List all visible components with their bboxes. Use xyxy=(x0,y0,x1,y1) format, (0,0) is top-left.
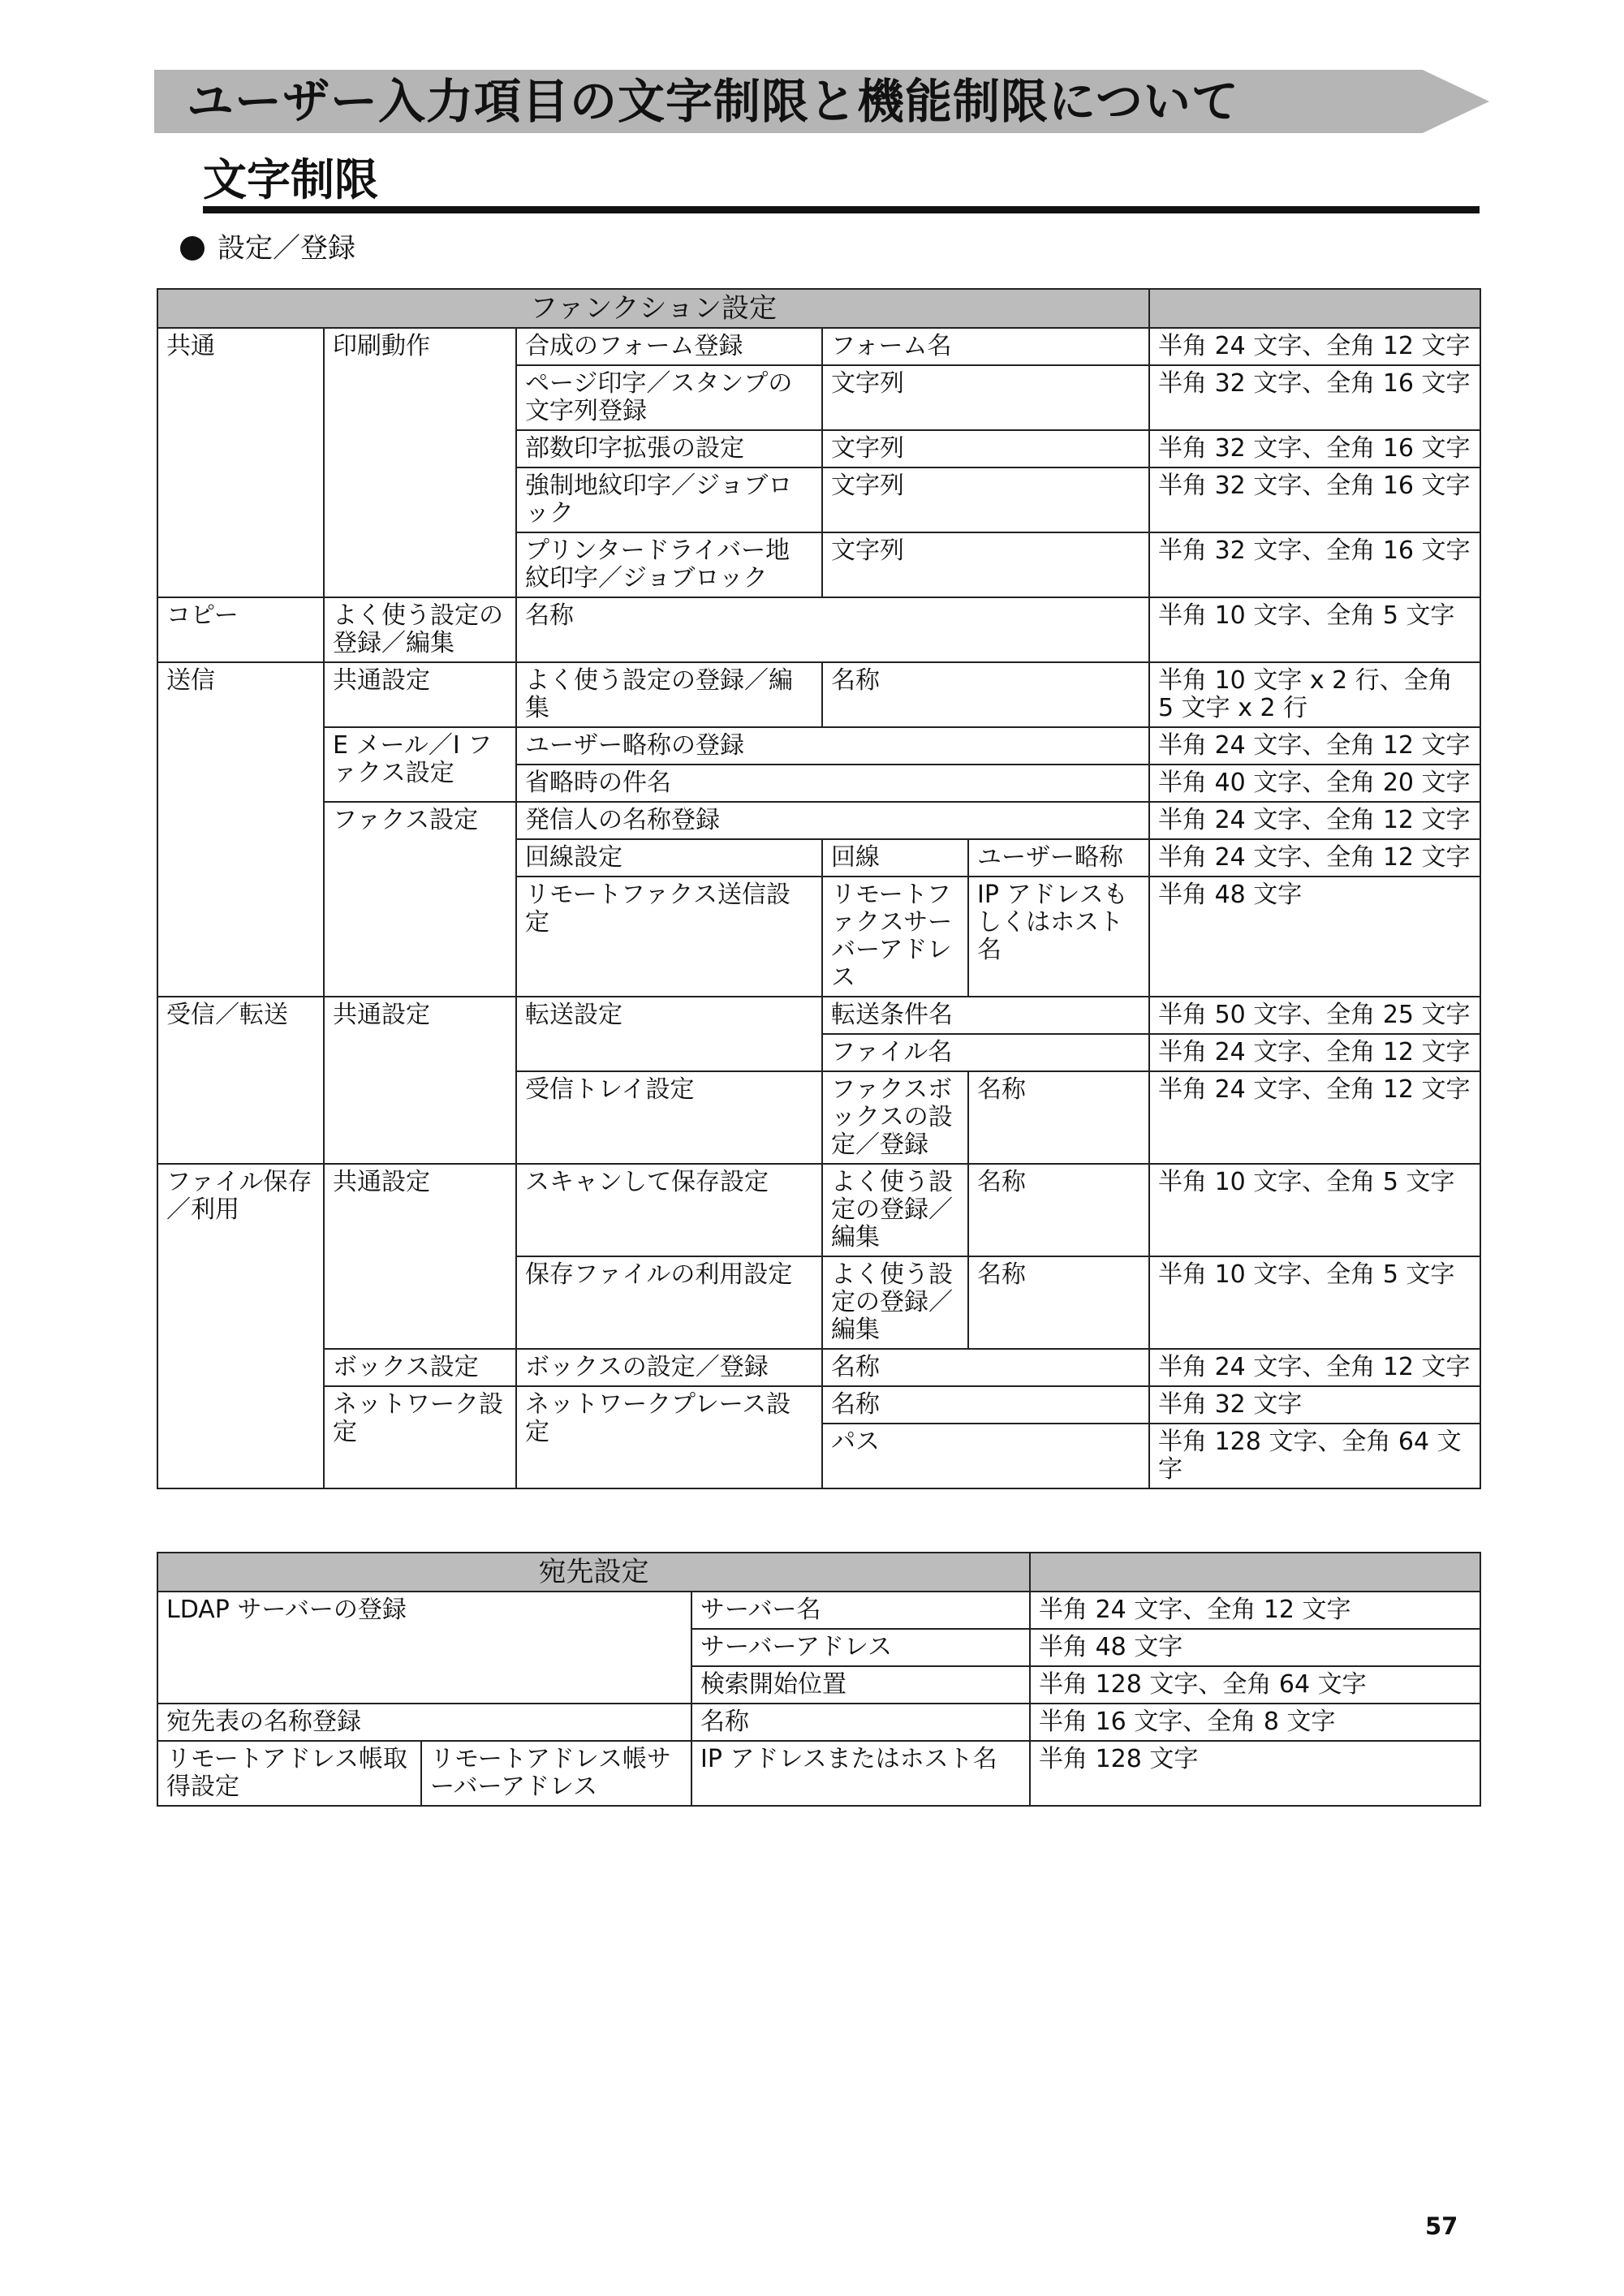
limit-cell: 半角 24 文字、全角 12 文字 xyxy=(1030,1592,1480,1629)
limit-cell: 半角 32 文字 xyxy=(1149,1386,1480,1424)
setting-cell: よく使う設定の登録／編集 xyxy=(516,662,822,727)
category-cell: コピー xyxy=(157,597,324,662)
item-cell: 名称 xyxy=(822,1386,1149,1424)
sub-setting-cell: リモートアドレス帳サーバーアドレス xyxy=(421,1741,691,1806)
category-cell: 共通 xyxy=(157,328,324,597)
setting-cell: リモートファクス送信設定 xyxy=(516,877,822,997)
setting-cell: ページ印字／スタンプの文字列登録 xyxy=(516,365,822,430)
sub-item-cell: ユーザー略称 xyxy=(968,839,1149,877)
limit-cell: 半角 24 文字、全角 12 文字 xyxy=(1149,1034,1480,1071)
limit-cell: 半角 40 文字、全角 20 文字 xyxy=(1149,765,1480,802)
sub-item-cell: 名称 xyxy=(968,1164,1149,1256)
bullet-icon xyxy=(180,236,205,261)
item-cell: フォーム名 xyxy=(822,328,1149,365)
item-cell: 名称 xyxy=(822,662,1149,727)
setting-cell: ボックスの設定／登録 xyxy=(516,1349,822,1386)
sub-item-cell: 名称 xyxy=(968,1071,1149,1164)
table-row xyxy=(157,1592,1480,1629)
group-cell: ファクス設定 xyxy=(324,802,516,997)
group-cell: ボックス設定 xyxy=(324,1349,516,1386)
item-cell: サーバー名 xyxy=(691,1592,1030,1629)
header-blank-cell xyxy=(1030,1553,1480,1592)
item-cell: 回線 xyxy=(822,839,968,877)
sub-item-cell: IP アドレスもしくはホスト名 xyxy=(968,877,1149,997)
limit-cell: 半角 128 文字、全角 64 文字 xyxy=(1030,1666,1480,1704)
table-row xyxy=(157,802,1480,839)
limit-cell: 半角 24 文字、全角 12 文字 xyxy=(1149,1349,1480,1386)
table-row xyxy=(157,1349,1480,1386)
category-cell: 受信／転送 xyxy=(157,997,324,1164)
item-cell: 名称 xyxy=(691,1704,1030,1741)
sub-item-cell: 名称 xyxy=(968,1256,1149,1349)
setting-cell: プリンタードライバー地紋印字／ジョブロック xyxy=(516,532,822,597)
item-cell: 転送条件名 xyxy=(822,997,1149,1034)
table-row xyxy=(157,997,1480,1034)
setting-cell: 省略時の件名 xyxy=(516,765,1149,802)
item-cell: 文字列 xyxy=(822,430,1149,467)
table-row xyxy=(157,1386,1480,1424)
page-number: 57 xyxy=(1425,2212,1458,2240)
limit-cell: 半角 32 文字、全角 16 文字 xyxy=(1149,430,1480,467)
limit-cell: 半角 128 文字 xyxy=(1030,1741,1480,1806)
subsection-heading xyxy=(180,227,355,269)
limit-cell: 半角 50 文字、全角 25 文字 xyxy=(1149,997,1480,1034)
section-rule xyxy=(203,206,1480,213)
limit-cell: 半角 10 文字 x 2 行、全角 5 文字 x 2 行 xyxy=(1149,662,1480,727)
limit-cell: 半角 128 文字、全角 64 文字 xyxy=(1149,1424,1480,1488)
setting-cell: 宛先表の名称登録 xyxy=(157,1704,691,1741)
item-cell: よく使う設定の登録／編集 xyxy=(822,1256,968,1349)
table-row xyxy=(157,328,1480,365)
setting-cell: 部数印字拡張の設定 xyxy=(516,430,822,467)
limit-cell: 半角 24 文字、全角 12 文字 xyxy=(1149,1071,1480,1164)
limit-cell: 半角 24 文字、全角 12 文字 xyxy=(1149,839,1480,877)
table-row xyxy=(157,1704,1480,1741)
setting-cell: LDAP サーバーの登録 xyxy=(157,1592,691,1704)
group-cell: ネットワーク設定 xyxy=(324,1386,516,1488)
limit-cell: 半角 24 文字、全角 12 文字 xyxy=(1149,802,1480,839)
setting-cell: 発信人の名称登録 xyxy=(516,802,1149,839)
setting-cell: ネットワークプレース設定 xyxy=(516,1386,822,1488)
destination-table-header: 宛先設定 xyxy=(157,1553,1030,1592)
limit-cell: 半角 10 文字、全角 5 文字 xyxy=(1149,1164,1480,1256)
item-cell: 文字列 xyxy=(822,532,1149,597)
group-cell: よく使う設定の登録／編集 xyxy=(324,597,516,662)
table-row xyxy=(157,597,1480,662)
item-cell: 検索開始位置 xyxy=(691,1666,1030,1704)
item-cell: よく使う設定の登録／編集 xyxy=(822,1164,968,1256)
table-header-row xyxy=(157,1553,1480,1592)
table-header-row xyxy=(157,289,1480,328)
group-cell: E メール／I ファクス設定 xyxy=(324,727,516,802)
table-row xyxy=(157,1164,1480,1256)
table-row xyxy=(157,727,1480,765)
group-cell: 共通設定 xyxy=(324,997,516,1164)
setting-cell: 名称 xyxy=(516,597,1149,662)
setting-cell: ユーザー略称の登録 xyxy=(516,727,1149,765)
limit-cell: 半角 32 文字、全角 16 文字 xyxy=(1149,467,1480,532)
item-cell: パス xyxy=(822,1424,1149,1488)
group-cell: 共通設定 xyxy=(324,1164,516,1349)
setting-cell: 受信トレイ設定 xyxy=(516,1071,822,1164)
limit-cell: 半角 24 文字、全角 12 文字 xyxy=(1149,328,1480,365)
category-cell: 送信 xyxy=(157,662,324,997)
table-row xyxy=(157,1741,1480,1806)
item-cell: ファクスボックスの設定／登録 xyxy=(822,1071,968,1164)
function-settings-table xyxy=(157,288,1481,1489)
item-cell: 文字列 xyxy=(822,365,1149,430)
item-cell: IP アドレスまたはホスト名 xyxy=(691,1741,1030,1806)
item-cell: 名称 xyxy=(822,1349,1149,1386)
destination-settings-table xyxy=(157,1552,1481,1807)
limit-cell: 半角 10 文字、全角 5 文字 xyxy=(1149,1256,1480,1349)
setting-cell: 合成のフォーム登録 xyxy=(516,328,822,365)
limit-cell: 半角 32 文字、全角 16 文字 xyxy=(1149,365,1480,430)
setting-cell: 転送設定 xyxy=(516,997,822,1071)
section-title: 文字制限 xyxy=(203,154,378,205)
limit-cell: 半角 16 文字、全角 8 文字 xyxy=(1030,1704,1480,1741)
category-cell: ファイル保存／利用 xyxy=(157,1164,324,1488)
limit-cell: 半角 10 文字、全角 5 文字 xyxy=(1149,597,1480,662)
item-cell: 文字列 xyxy=(822,467,1149,532)
setting-cell: スキャンして保存設定 xyxy=(516,1164,822,1256)
limit-cell: 半角 48 文字 xyxy=(1030,1629,1480,1666)
chapter-title: ユーザー入力項目の文字制限と機能制限について xyxy=(187,74,1239,129)
limit-cell: 半角 32 文字、全角 16 文字 xyxy=(1149,532,1480,597)
group-cell: 共通設定 xyxy=(324,662,516,727)
item-cell: サーバーアドレス xyxy=(691,1629,1030,1666)
setting-cell: 保存ファイルの利用設定 xyxy=(516,1256,822,1349)
setting-cell: 回線設定 xyxy=(516,839,822,877)
limit-cell: 半角 48 文字 xyxy=(1149,877,1480,997)
group-cell: 印刷動作 xyxy=(324,328,516,597)
header-blank-cell xyxy=(1149,289,1480,328)
subsection-label: 設定／登録 xyxy=(218,232,355,265)
item-cell: ファイル名 xyxy=(822,1034,1149,1071)
setting-cell: リモートアドレス帳取得設定 xyxy=(157,1741,421,1806)
limit-cell: 半角 24 文字、全角 12 文字 xyxy=(1149,727,1480,765)
function-table-header: ファンクション設定 xyxy=(157,289,1149,328)
item-cell: リモートファクスサーバーアドレス xyxy=(822,877,968,997)
setting-cell: 強制地紋印字／ジョブロック xyxy=(516,467,822,532)
table-row xyxy=(157,662,1480,727)
